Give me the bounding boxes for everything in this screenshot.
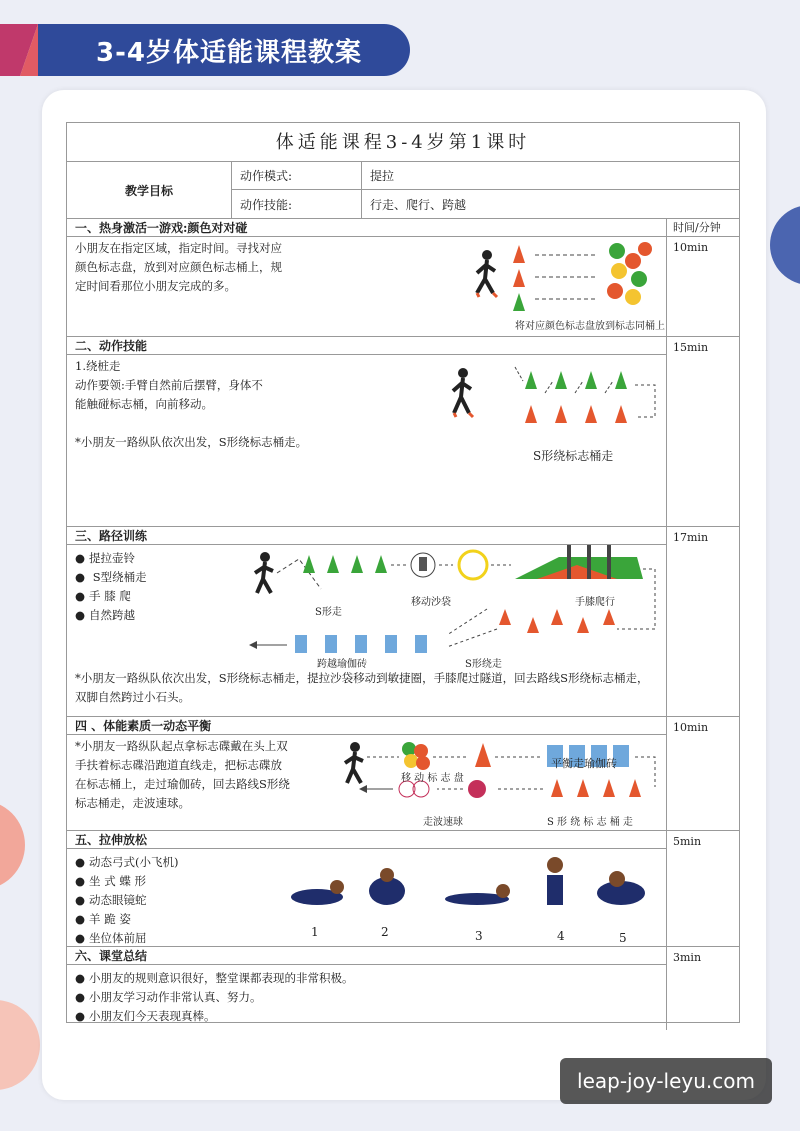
path-caption: 移动沙袋 <box>411 597 451 608</box>
text-line: 手扶着标志碟沿跑道直线走，把标志碟放 <box>75 758 282 772</box>
text-line: *小朋友一路纵队起点拿标志碟戴在头上双 <box>75 739 288 753</box>
title-banner <box>38 24 410 76</box>
section-time: 10min <box>673 721 709 734</box>
bullet-item: ● 自然跨越 <box>75 606 229 625</box>
table-title: 体适能课程3-4岁第1课时 <box>66 122 740 162</box>
text-line: 小朋友在指定区域，指定时间。寻找对应 <box>75 241 282 255</box>
cone-weave-caption: S形绕标志桶走 <box>533 449 614 463</box>
section-time: 5min <box>673 835 702 848</box>
warmup-caption: 将对应颜色标志盘放到标志同桶上 <box>515 321 665 332</box>
lesson-table <box>66 122 740 1023</box>
right-decoration <box>770 205 800 285</box>
bullet-item: ● 手 膝 爬 <box>75 587 229 606</box>
text-line: 在标志桶上，走过瑜伽砖，回去路线S形绕 <box>75 777 290 791</box>
text-line: *小朋友一路纵队依次出发，S形绕标志桶走。 <box>75 435 308 449</box>
text-line: 动作要领:手臂自然前后摆臂，身体不 <box>75 378 263 392</box>
stretch-number: 2 <box>381 925 389 939</box>
bullet-item: ● 提拉壶铃 <box>75 549 229 568</box>
bullet-item: ● 小朋友们今天表现真棒。 <box>75 1007 658 1026</box>
text-line: 能触碰标志桶，向前移动。 <box>75 397 213 411</box>
left-decoration-2 <box>0 1000 40 1090</box>
goal-label: 教学目标 <box>67 162 232 218</box>
section-heading: 三、路径训练 <box>67 527 666 545</box>
bullet-item: ● S型绕桶走 <box>75 568 229 587</box>
section-skill <box>66 337 740 527</box>
section-heading: 六、课堂总结 <box>67 947 666 965</box>
path-caption: S形走 <box>315 607 342 618</box>
section-time: 3min <box>673 951 702 964</box>
cone-weave-illustration <box>449 363 669 453</box>
mode-label: 动作模式: <box>232 162 362 190</box>
section-summary <box>66 947 740 1023</box>
bullet-item: ● 坐位体前屈 <box>75 929 259 948</box>
stretch-illustration <box>277 853 667 923</box>
watermark: leap-joy-leyu.com <box>560 1058 772 1104</box>
balance-caption: 平衡走瑜伽砖 <box>551 757 617 770</box>
text-line: 标志桶走，走波速球。 <box>75 796 190 810</box>
path-note: *小朋友一路纵队依次出发，S形绕标志桶走，提拉沙袋移动到敏捷圈，手膝爬过隧道，回去路线S形绕标志桶走，双脚自然跨过小石头。 <box>75 671 649 704</box>
stretch-number: 3 <box>475 929 483 943</box>
bullet-item: ● 羊 跪 姿 <box>75 910 259 929</box>
balance-caption: S 形 绕 标 志 桶 走 <box>547 817 633 828</box>
section-heading: 五、拉伸放松 <box>67 831 666 849</box>
balance-caption: 走波速球 <box>423 817 463 828</box>
section-heading: 二、动作技能 <box>67 337 666 355</box>
bullet-item: ● 坐 式 蝶 形 <box>75 872 259 891</box>
path-caption: 手膝爬行 <box>575 597 615 608</box>
section-time: 10min <box>673 241 709 254</box>
text-line: 颜色标志盘，放到对应颜色标志桶上，规 <box>75 260 282 274</box>
bullet-item: ● 动态弓式(小飞机) <box>75 853 259 872</box>
path-caption: S形绕走 <box>465 659 502 670</box>
text-line: 定时间看那位小朋友完成的多。 <box>75 279 236 293</box>
left-decoration <box>0 800 25 890</box>
section-stretch <box>66 831 740 947</box>
section-heading: 四 、体能素质一动态平衡 <box>67 717 666 735</box>
bullet-item: ● 小朋友学习动作非常认真、努力。 <box>75 988 658 1007</box>
balance-caption: 移 动 标 志 盘 <box>401 773 464 784</box>
path-caption: 跨越瑜伽砖 <box>317 659 367 670</box>
section-time: 17min <box>673 531 709 544</box>
section-balance <box>66 717 740 831</box>
stretch-number: 5 <box>619 931 627 945</box>
mode-value: 提拉 <box>362 162 739 190</box>
warmup-illustration <box>457 241 677 321</box>
path-course-illustration <box>247 549 667 669</box>
skill-value: 行走、爬行、跨越 <box>370 197 467 212</box>
section-heading: 一、热身激活一游戏:颜色对对碰 <box>67 219 666 237</box>
teaching-goal <box>66 162 740 219</box>
stretch-number: 1 <box>311 925 319 939</box>
bullet-item: ● 动态眼镜蛇 <box>75 891 259 910</box>
banner-title: 3-4岁体适能课程教案 <box>96 38 362 68</box>
time-header: 时间/分钟 <box>667 219 739 237</box>
bullet-item: ● 小朋友的规则意识很好，整堂课都表现的非常积极。 <box>75 969 658 988</box>
stretch-number: 4 <box>557 929 565 943</box>
section-path <box>66 527 740 717</box>
skill-label: 动作技能: <box>232 190 362 218</box>
balance-illustration <box>337 741 667 821</box>
section-time: 15min <box>673 341 709 354</box>
section-warmup <box>66 219 740 337</box>
text-line: 1.绕桩走 <box>75 359 121 373</box>
